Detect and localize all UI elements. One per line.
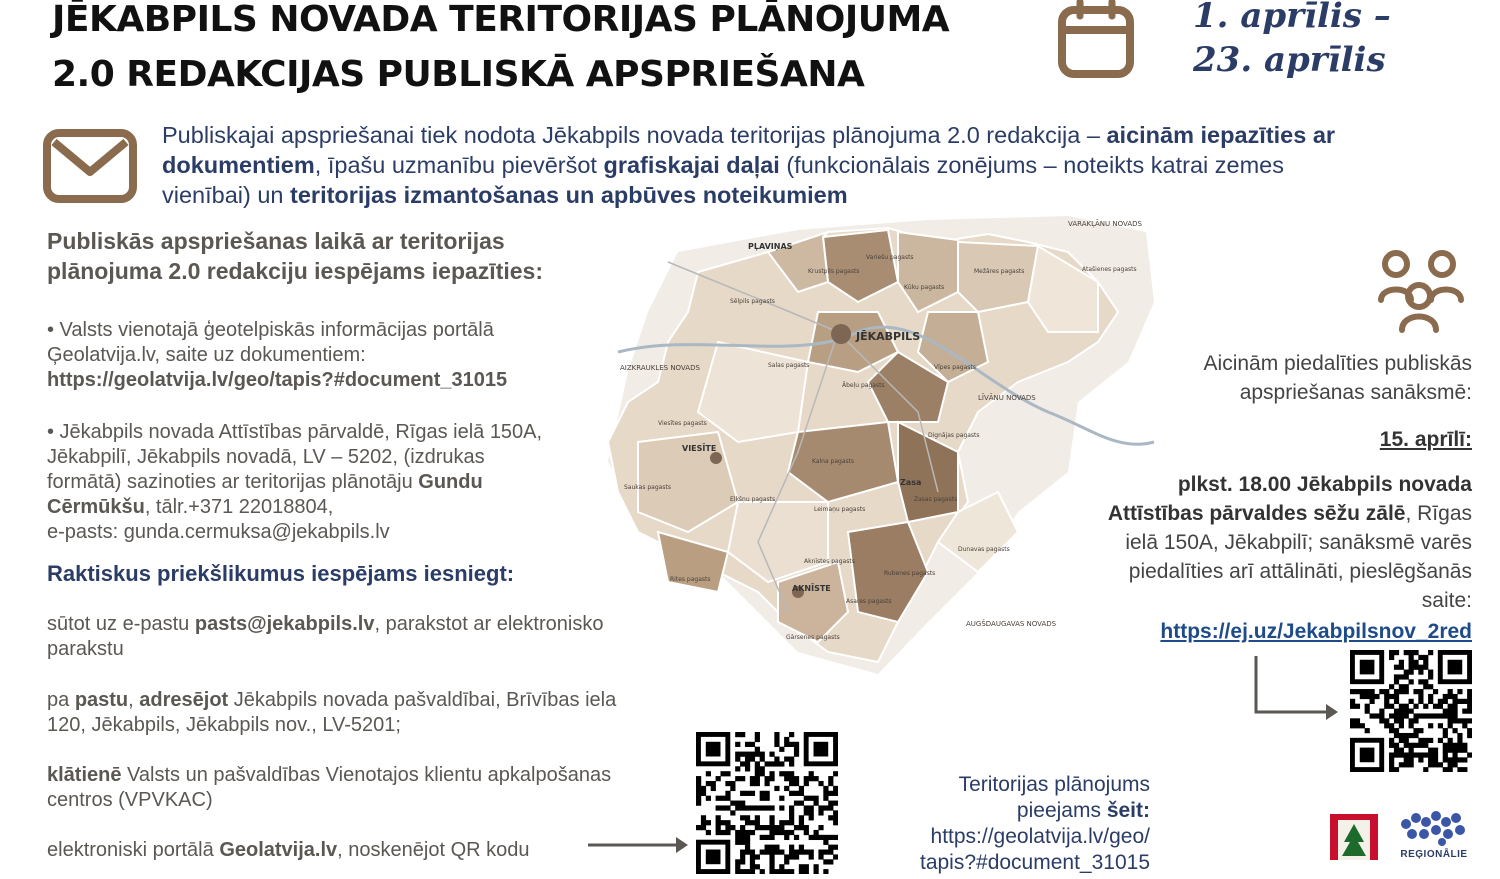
post-bold-b: adresējot: [139, 689, 229, 711]
meeting-invite-line-1: Aicinām piedalīties publiskās: [1203, 352, 1472, 375]
map-label: Ābeļu pagasts: [842, 382, 885, 389]
plan-line-2: [880, 798, 1150, 824]
planner-last-name: Cērmūkšu: [47, 496, 145, 518]
proposal-option-post: [47, 688, 687, 738]
proposal-post-line-1: [47, 688, 687, 713]
people-icon: [1378, 248, 1464, 334]
map-label: Zasas pagasts: [914, 496, 958, 503]
availability-heading-line-1: Publiskās apspriešanas laikā ar teritorijas: [47, 228, 505, 254]
map-label: PĻAVIŅAS: [748, 242, 793, 251]
plan-link-1[interactable]: https://geolatvija.lv/geo/: [930, 825, 1150, 848]
in-person-text: Valsts un pašvaldības Vienotajos klientu apkalpošanas: [121, 764, 612, 786]
qr-code-meeting[interactable]: [1350, 650, 1472, 772]
meeting-place: [1000, 499, 1472, 528]
meeting-info: [1040, 349, 1472, 407]
intro-bold-3: teritorijas izmantošanas un apbūves noteikumiem: [290, 182, 848, 208]
map-label: Vīpes pagasts: [934, 364, 976, 371]
proposal-email-text-2: , parakstot ar elektronisko: [374, 613, 604, 635]
intro-bold-2: grafiskajai daļai: [603, 152, 780, 178]
map-label: Mežāres pagasts: [974, 268, 1025, 275]
meeting-remote: piedalīties arī attālināti, pieslēgšanās: [1128, 560, 1472, 583]
map-label: Elkšņu pagasts: [730, 496, 776, 503]
planner-email[interactable]: e-pasts: gunda.cermuksa@jekabpils.lv: [47, 521, 390, 543]
map-label: VIESĪTE: [682, 444, 717, 453]
proposal-email-text: sūtot uz e-pastu: [47, 613, 195, 635]
coat-of-arms-logo: [1328, 812, 1380, 860]
map-label: AIZKRAUKLES NOVADS: [620, 364, 700, 372]
proposal-option-in-person: [47, 763, 687, 813]
date-end: 23. aprīlis: [1193, 40, 1386, 80]
map-label: Zasa: [900, 478, 922, 487]
portal-line-2: Ģeolatvija.lv, saite uz dokumentiem:: [47, 344, 366, 366]
proposal-email-line-1: [47, 612, 687, 637]
map-label: Rubenes pagasts: [884, 570, 936, 577]
map-label: Kūku pagasts: [904, 284, 945, 291]
meeting-address: ielā 150A, Jēkabpilī; sanāksmē varēs: [1125, 531, 1472, 554]
office-line-2: Jēkabpilī, Jēkabpils novadā, LV – 5202, (izdrukas: [47, 446, 485, 468]
proposal-post-line-2: 120, Jēkabpils, Jēkabpils nov., LV-5201;: [47, 714, 401, 736]
map-label: JĒKABPILS: [856, 330, 921, 343]
envelope-icon: [42, 128, 138, 204]
meeting-invite-line-2: apspriešanas sanāksmē:: [1239, 381, 1472, 404]
arrow-elbow-icon: [1250, 656, 1340, 722]
map-label: Dignājas pagasts: [928, 432, 980, 439]
regional-logo: [1396, 810, 1472, 860]
plan-line-2-text: pieejams: [1016, 799, 1107, 822]
meeting-link[interactable]: https://ej.uz/Jekabpilsnov_2red: [1160, 620, 1472, 643]
map-label: Viesītes pagasts: [658, 420, 707, 427]
plan-line-1: Teritorijas plānojums: [958, 773, 1150, 796]
map-label: Asares pagasts: [846, 598, 892, 605]
intro-paragraph: [162, 120, 1362, 210]
availability-heading-line-2: plānojuma 2.0 redakciju iespējams iepazīties:: [47, 258, 543, 284]
map-label: Gārsenes pagasts: [786, 634, 840, 641]
post-bold-a: pastu: [74, 689, 129, 711]
post-text-c: Jēkabpils novada pašvaldībai, Brīvības iela: [228, 689, 617, 711]
intro-bold-1: aicinām iepazīties ar dokumentiem: [162, 122, 1336, 178]
regional-logo-text: REĢIONĀLIE: [1400, 849, 1468, 860]
qr-code-geolatvija[interactable]: [696, 732, 838, 874]
post-text-b: ,: [128, 689, 140, 711]
post-text-a: pa: [47, 689, 75, 711]
availability-heading: [47, 226, 543, 286]
intro-text-3: (funkcionālais zonējums – noteikts katrai zemes vienībai) un: [162, 152, 1284, 208]
office-line-4: [47, 495, 607, 520]
page-title: [52, 0, 949, 102]
office-line-1: • Jēkabpils novada Attīstības pārvaldē, Rīgas ielā 150A,: [47, 421, 543, 443]
proposals-heading: Raktiskus priekšlikumus iespējams iesniegt:: [47, 561, 515, 586]
map-label: AKNĪSTE: [792, 584, 831, 593]
portal-link[interactable]: https://geolatvija.lv/geo/tapis?#document_31015: [47, 369, 508, 391]
map-label: Salas pagasts: [768, 362, 810, 369]
intro-text-1: Publiskajai apspriešanai tiek nodota Jēkabpils novada teritorijas plānojuma 2.0 redakcija –: [162, 122, 1107, 148]
calendar-icon: [1056, 0, 1136, 80]
proposal-in-person-line-1: [47, 763, 687, 788]
online-portal-name: Geolatvija.lv: [219, 839, 338, 861]
map-label: Krustpils pagasts: [808, 268, 860, 275]
map-label: LĪVĀNU NOVADS: [978, 394, 1036, 402]
title-line-1: JĒKABPILS NOVADA TERITORIJAS PLĀNOJUMA: [52, 0, 950, 40]
map-label: Dunavas pagasts: [958, 546, 1010, 553]
map-label: Atašienes pagasts: [1082, 266, 1137, 273]
proposal-email-address[interactable]: pasts@jekabpils.lv: [194, 613, 375, 635]
planner-phone: , tālr.+371 22018804,: [144, 496, 334, 518]
planner-first-name: Gundu: [418, 471, 483, 493]
meeting-time: plkst. 18.00 Jēkabpils novada: [1177, 473, 1472, 496]
proposal-in-person-line-2: centros (VPVKAC): [47, 789, 213, 811]
map-label: VARAKĻĀNU NOVADS: [1068, 220, 1142, 228]
map-label: Aknīstes pagasts: [804, 558, 855, 565]
meeting-link-label: saite:: [1421, 589, 1472, 612]
meeting-details: [1000, 470, 1472, 615]
arrow-right-icon: [588, 834, 688, 856]
plan-availability: [880, 772, 1150, 876]
map-label: Leimaņu pagasts: [814, 506, 866, 513]
map-label: AUGŠDAUGAVAS NOVADS: [966, 620, 1057, 628]
availability-option-portal: [47, 318, 607, 393]
in-person-bold: klātienē: [47, 764, 122, 786]
proposal-email-line-2: parakstu: [47, 638, 124, 660]
plan-link-2[interactable]: tapis?#document_31015: [919, 851, 1150, 874]
event-dates: [1193, 0, 1391, 82]
map-label: Sēlpils pagasts: [730, 298, 775, 305]
online-text-a: elektroniski portālā: [47, 839, 220, 861]
office-line-3: [47, 470, 607, 495]
office-line-3-text: formātā) sazinoties ar teritorijas plānotāju: [47, 471, 419, 493]
meeting-place-rest: , Rīgas: [1405, 502, 1472, 525]
map-label: Rites pagasts: [670, 576, 711, 583]
proposal-option-email: [47, 612, 687, 662]
portal-line-1: • Valsts vienotajā ģeotelpiskās informācijas portālā: [47, 319, 494, 341]
meeting-date: 15. aprīlī:: [1379, 428, 1472, 451]
regional-logo-dots: [1396, 810, 1472, 850]
online-text-b: , noskenējot QR kodu: [337, 839, 530, 861]
title-line-2: 2.0 REDAKCIJAS PUBLISKĀ APSPRIEŠANA: [52, 54, 865, 95]
map-label: Saukas pagasts: [624, 484, 671, 491]
intro-text-2: , īpašu uzmanību pievēršot: [314, 152, 604, 178]
map-label: Kalna pagasts: [812, 458, 855, 465]
availability-option-office: [47, 420, 607, 545]
meeting-place-bold: Attīstības pārvaldes sēžu zālē: [1107, 502, 1406, 525]
date-start: 1. aprīlis –: [1193, 0, 1391, 36]
map-label: Variešu pagasts: [866, 254, 914, 261]
plan-line-2-bold: šeit:: [1106, 799, 1150, 822]
